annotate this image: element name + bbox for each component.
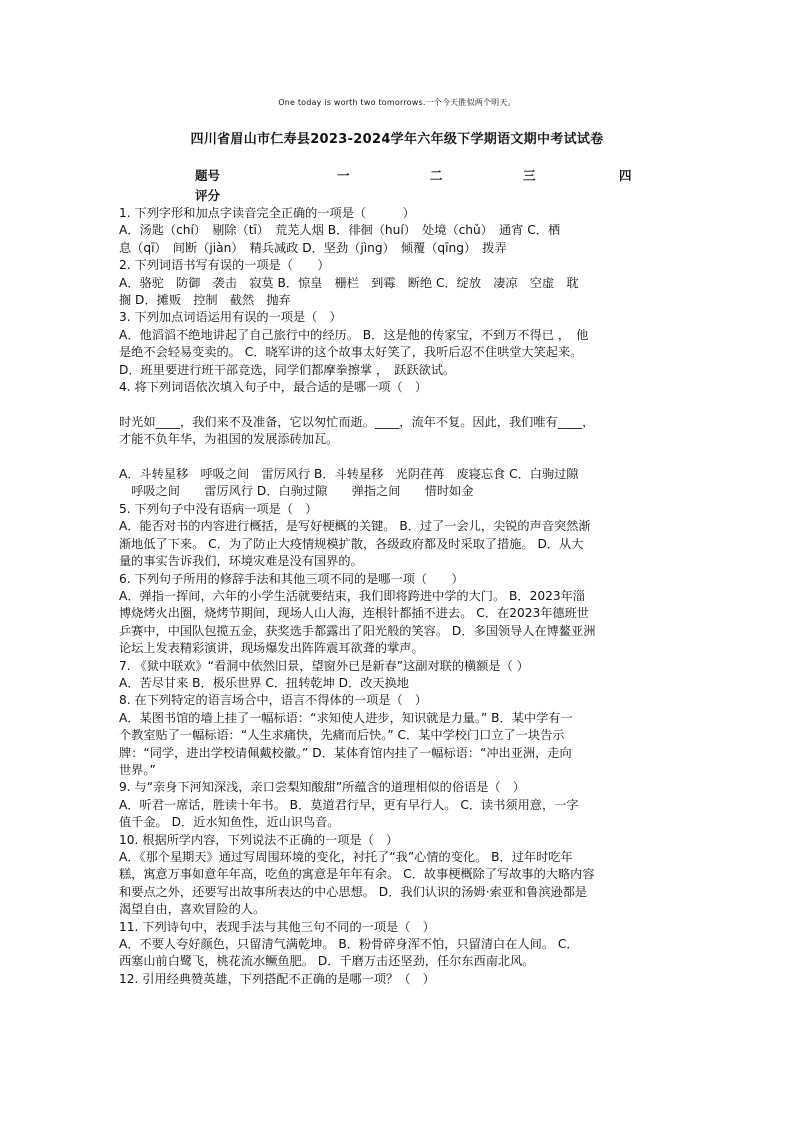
question-10-options: A．《那个星期天》通过写周围环境的变化，衬托了“我”心情的变化。 B．过年时吃年: [119, 850, 573, 864]
question-1-options: 息（qī） 间断（jiàn） 精兵减政 D．坚劲（jìng） 倾覆（qīng） 拨弄: [119, 240, 507, 255]
question-5-stem: 5. 下列句子中没有语病一项是（ ）: [119, 501, 318, 516]
question-8-options: A．某图书馆的墙上挂了一幅标语：“求知使人进步，知识就是力量。” B．某中学有一: [119, 710, 573, 725]
score-table-label-question-no: 题号: [195, 168, 221, 183]
question-1-stem: 1. 下列字形和加点字读音完全正确的一项是（ ）: [119, 206, 415, 220]
question-3-options: A．他滔滔不绝地讲起了自己旅行中的经历。 B．这是他的传家宝，不到万不得已 ， 他: [119, 327, 589, 342]
score-table-col-1: 一: [337, 168, 350, 183]
question-6-options: 乒赛中，中国队包揽五金，获奖选手都露出了阳光般的笑容。 D．多国领导人在博鳌亚洲: [119, 623, 596, 638]
score-table-col-2: 二: [430, 168, 443, 183]
question-10-options: 和要点之外，还要写出故事所表达的中心思想。 D．我们认识的汤姆·索亚和鲁滨逊都是: [119, 884, 588, 899]
question-8-stem: 8. 在下列特定的语言场合中，语言不得体的一项是（ ）: [119, 693, 428, 708]
question-9-options: A．听君一席话，胜读十年书。 B．莫道君行早，更有早行人。 C．读书须用意，一字: [119, 797, 579, 812]
question-2-options: 搁 D．摊贩 控制 截然 抛弃: [119, 293, 291, 308]
question-9-stem: 9. 与“亲身下河知深浅，亲口尝梨知酸甜”所蕴含的道理相似的俗语是（ ）: [119, 780, 525, 795]
page-motto: One today is worth two tomorrows.一个今天胜似两个明天。: [278, 98, 516, 107]
question-12-stem: 12. 引用经典赞英雄，下列搭配不正确的是哪一项？（ ）: [119, 971, 435, 986]
question-2-options: A．骆驼 防御 袭击 寂莫 B．惊皇 栅栏 到霉 断绝 C．绽放 凄凉 空虚 耽: [119, 275, 579, 290]
question-6-options: 博烧烤火出圈，烧烤节期间，现场人山人海，连根针都插不进去。 C．在2023年德班世: [119, 606, 589, 621]
question-1-options: A．汤匙（chí） 剔除（tī） 荒芜人烟 B．徘徊（huí） 处境（chǔ） 通宵 C．栖: [119, 223, 561, 238]
question-4-stem: 4. 将下列词语依次填入句子中，最合适的是哪一项（ ）: [119, 380, 428, 395]
question-10-stem: 10. 根据所学内容，下列说法不正确的一项是（ ）: [119, 832, 399, 847]
question-10-options: 糕，寓意万事如意年年高，吃鱼的寓意是年年有余。 C．故事梗概除了写故事的大略内容: [119, 867, 595, 882]
blank-line: [119, 449, 679, 466]
question-9-options: 值千金。 D．近水知鱼性，近山识鸟音。: [119, 815, 340, 830]
question-7-options: A．苦尽甘来 B．极乐世界 C．扭转乾坤 D．改天换地: [119, 675, 409, 690]
question-6-options: 论坛上发表精彩演讲，现场爆发出阵阵震耳欲聋的掌声。: [119, 641, 424, 656]
question-8-options: 个教室贴了一幅标语：“人生求痛快，先痛而后快。” C．某中学校门口立了一块告示: [119, 728, 565, 743]
question-6-options: A．弹指一挥间，六年的小学生活就要结束，我们即将跨进中学的大门。 B．2023年淄: [119, 588, 585, 603]
question-6-stem: 6. 下列句子所用的修辞手法和其他三项不同的是哪一项（ ）: [119, 571, 464, 586]
question-8-options: 牌：“同学，进出学校请佩戴校徽。” D．某体育馆内挂了一幅标语：“冲出亚洲，走向: [119, 745, 572, 760]
blank-line: [119, 396, 679, 413]
question-3-stem: 3. 下列加点词语运用有误的一项是（ ）: [119, 310, 342, 325]
question-8-options: 世界。”: [119, 762, 156, 777]
question-11-options: A．不要人夸好颜色，只留清气满乾坤。 B．粉骨碎身浑不怕，只留清白在人间。 C．: [119, 937, 579, 952]
question-11-options: 西塞山前白鹭飞，桃花流水鳜鱼肥。 D．千磨万击还坚劲，任尔东西南北风。: [119, 954, 535, 969]
questions-body: [119, 205, 679, 988]
question-4-passage: 时光如____，我们来不及准备，它以匆忙而逝。____，流年不复。因此，我们唯有____，: [119, 414, 595, 429]
question-7-stem: 7. 《狱中联欢》“看洞中依然旧景，望窗外已是新春”这副对联的横额是（ ）: [119, 658, 529, 673]
question-10-options: 渴望自由，喜欢冒险的人。: [119, 902, 266, 917]
score-table-col-4: 四: [619, 168, 632, 183]
question-5-options: 量的事实告诉我们，环境灾难是没有国界的。: [119, 554, 363, 569]
score-table-col-3: 三: [523, 168, 536, 183]
question-5-options: A．能否对书的内容进行概括，是写好梗概的关键。 B．过了一会儿，尖锐的声音突然渐: [119, 519, 591, 534]
question-11-stem: 11. 下列诗句中，表现手法与其他三句不同的一项是（ ）: [119, 919, 435, 934]
question-2-stem: 2. 下列词语书写有误的一项是（ ）: [119, 258, 330, 273]
question-4-options: 呼吸之间 雷厉风行 D．白驹过隙 弹指之间 惜时如金: [119, 484, 474, 499]
question-4-passage: 才能不负年华，为祖国的发展添砖加瓦。: [119, 432, 339, 447]
question-5-options: 渐地低了下来。 C．为了防止大疫情规模扩散，各级政府都及时采取了措施。 D．从大: [119, 536, 584, 551]
question-3-options: 是绝不会轻易变卖的。 C．晓军讲的这个故事太好笑了，我听后忍不住哄堂大笑起来。: [119, 345, 583, 360]
score-table-label-score: 评分: [195, 188, 221, 203]
question-4-options: A．斗转星移 呼吸之间 雷厉风行 B．斗转星移 光阴荏苒 废寝忘食 C．白驹过隙: [119, 467, 579, 482]
question-3-options: D．班里要进行班干部竞选，同学们都摩拳擦掌 ， 跃跃欲试。: [119, 362, 456, 377]
exam-title: 四川省眉山市仁寿县2023-2024学年六年级下学期语文期中考试试卷: [190, 132, 604, 147]
